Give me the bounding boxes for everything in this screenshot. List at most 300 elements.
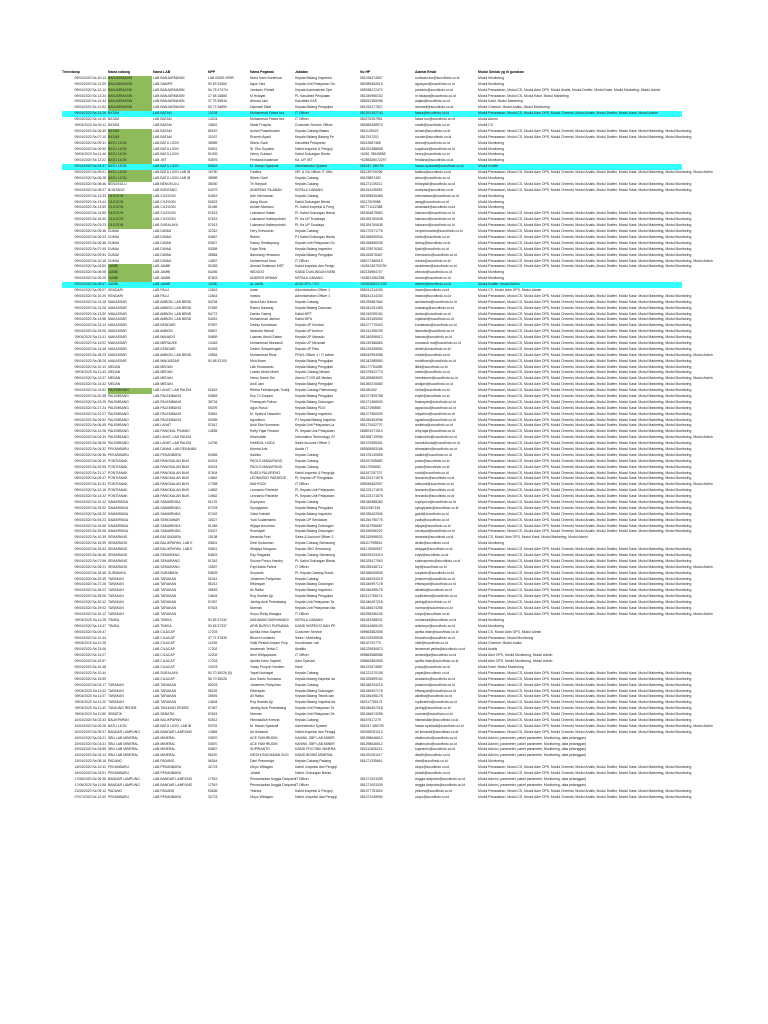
- hp-cell[interactable]: 081197055650: [360, 458, 383, 463]
- cabang-cell[interactable]: MAKASSAR: [108, 346, 127, 351]
- hp-cell[interactable]: 082112606213: [360, 747, 383, 752]
- cabang-cell[interactable]: SAMARINDA: [108, 517, 129, 522]
- timestamp-cell[interactable]: 09/04/2020 Sa 09:47: [74, 476, 106, 481]
- jabatan-cell[interactable]: Kepala Cabang Batam: [295, 128, 330, 133]
- npp-cell[interactable]: 54365: [208, 452, 218, 457]
- email-cell[interactable]: mrizal@sucofindo.co.id: [415, 352, 451, 357]
- email-cell[interactable]: rusmin@sucofindo.co.id: [415, 134, 452, 139]
- email-cell[interactable]: andieka@sucofindo.co.id: [415, 423, 453, 428]
- lab-cell[interactable]: LAB MEDAN: [153, 376, 173, 381]
- hp-cell[interactable]: 081298646612: [360, 735, 383, 740]
- jabatan-cell[interactable]: KABID PDO SBU MINERA: [295, 747, 336, 752]
- hp-cell[interactable]: 081269883553: [360, 376, 383, 381]
- cabang-cell[interactable]: PONTIANAK: [108, 482, 128, 487]
- nama-cell[interactable]: Ali Rafka: [250, 588, 264, 593]
- hp-cell[interactable]: 081378130696: [360, 452, 383, 457]
- lab-cell[interactable]: LAB CILACAP: [153, 629, 175, 634]
- timestamp-cell[interactable]: 09/04/2020 Sa 14:26: [74, 111, 106, 116]
- email-cell[interactable]: loebis@sucofindo.co.id: [415, 370, 450, 375]
- jabatan-cell[interactable]: Kasir: [295, 664, 303, 669]
- lab-cell[interactable]: LAB DUMAI, LAB PEKANBA: [153, 447, 197, 451]
- timestamp-cell[interactable]: 09/04/2020 Sa 20:38: [74, 393, 106, 398]
- email-cell[interactable]: hamdulhuda@sucofindo.co.id: [415, 441, 460, 446]
- hp-cell[interactable]: 081377860009: [360, 411, 383, 416]
- npp-cell[interactable]: 57613: [208, 223, 218, 228]
- jabatan-cell[interactable]: Kepala Bidang Inspektor: [295, 411, 332, 416]
- hp-cell[interactable]: 085244565100: [360, 623, 383, 628]
- lab-cell[interactable]: LAB LAHAT, LAB PALEM: [153, 388, 192, 393]
- hp-cell[interactable]: 081346497218: [360, 706, 383, 711]
- modul-cell[interactable]: Modul Penawaran, Modul CS, Modul Adm OPS, Modul Chemist, Modul Analis, Modul Drafter, Modul Kasir, Modul Marketing, Modul Monitoring: [478, 500, 692, 505]
- cabang-cell[interactable]: DUMAI: [108, 240, 119, 245]
- nama-cell[interactable]: Sadikin: [250, 452, 262, 457]
- cabang-cell[interactable]: BENGKULU: [108, 181, 127, 186]
- nama-cell[interactable]: ACE FAKHRUDIN: [250, 741, 278, 746]
- hp-cell[interactable]: 081223171878: [360, 476, 383, 481]
- timestamp-cell[interactable]: 09/04/2020 Sa 13:27: [74, 653, 106, 658]
- jabatan-cell[interactable]: Kepala Cabang: [295, 181, 319, 186]
- lab-cell[interactable]: LAB MEDAN: [153, 382, 173, 387]
- timestamp-cell[interactable]: 09/04/2020 Sa 11:07: [74, 694, 106, 699]
- email-cell[interactable]: anggia.dwiputra@sucofindo.co.id: [415, 782, 466, 787]
- lab-cell[interactable]: LAB TARAKAN: [153, 588, 177, 593]
- jabatan-cell[interactable]: KABID BISNIS MINERAL: [295, 753, 334, 758]
- modul-cell[interactable]: Modul Monitoring: [478, 140, 505, 145]
- lab-cell[interactable]: LAB BATU LICIN: [153, 152, 179, 157]
- nama-cell[interactable]: DIEDHI BUDIAMAN SUG: [250, 753, 289, 758]
- nama-cell[interactable]: Wijaya Anurman: [250, 523, 275, 528]
- npp-cell[interactable]: 54819: [208, 193, 218, 198]
- cabang-cell[interactable]: SBU LAB MINERAL: [108, 735, 139, 740]
- lab-cell[interactable]: LAB BATUNDARA: [153, 535, 182, 540]
- email-cell[interactable]: mjaelani@sucofindo.co.id: [415, 317, 454, 322]
- email-cell[interactable]: mimra@sucofindo.co.id: [415, 258, 451, 263]
- email-cell[interactable]: ariniwidya@sucofindo.co.id: [415, 653, 457, 658]
- jabatan-cell[interactable]: KANWIL SBP LAB MINER: [295, 741, 335, 746]
- nama-cell[interactable]: Sukma Ponco Handry: [250, 558, 283, 563]
- email-cell[interactable]: nurman@sucofindo.co.id: [415, 606, 453, 611]
- email-cell[interactable]: mursandi.md@sucofindo.co.id: [415, 340, 461, 345]
- hp-cell[interactable]: 082247 186709: [360, 723, 384, 728]
- npp-cell[interactable]: 17202: [208, 647, 218, 652]
- hp-cell[interactable]: 081173402770: [360, 423, 383, 428]
- modul-cell[interactable]: Modul Monitoring: [478, 158, 505, 163]
- email-cell[interactable]: vidki@sucofindo.co.id: [415, 641, 448, 646]
- modul-cell[interactable]: Modul Penawaran, Modul CS, Modul Adm OPS, Modul Chemist, Modul Analis, Modul Drafter, Modul Kasir, Modul Marketing, Modul Monitoring: [478, 340, 692, 345]
- modul-cell[interactable]: Modul Penawaran, Modul CS, Modul Adm OPS, Modul Chemist, Modul Analis, Modul Drafter, Modul Kasir, Modul Marketing, Modul Monitoring: [478, 211, 692, 216]
- timestamp-cell[interactable]: 09/04/2020 Sa 11:43: [74, 370, 106, 375]
- cabang-cell[interactable]: MAKASSAR: [108, 340, 127, 345]
- email-cell[interactable]: triharyadi@sucofindo.co.id: [415, 181, 456, 186]
- modul-cell[interactable]: Modul Penawaran, Modul CS, Modul Adm OPS, Modul Chemist, Modul Analis, Modul Drafter, Modul Kasir, Modul Marketing, Modul Monitoring: [478, 229, 692, 234]
- jabatan-cell[interactable]: Kepala Bidang Pengujian: [295, 358, 334, 363]
- hp-cell[interactable]: 081139760296: [360, 170, 383, 175]
- lab-cell[interactable]: LAB TARAKAN: [153, 600, 177, 605]
- nama-cell[interactable]: Ali Rafka: [250, 694, 264, 699]
- jabatan-cell[interactable]: Kepala Bidang PDO: [295, 405, 326, 410]
- npp-cell[interactable]: 57613: [208, 211, 218, 216]
- cabang-cell[interactable]: BANJARMASIN: [108, 76, 152, 82]
- npp-cell[interactable]: 89187: [208, 128, 218, 133]
- hp-cell[interactable]: 08129857482: [360, 176, 381, 181]
- modul-cell[interactable]: Modul Penawaran, Modul CS, Modul Adm OPS, Modul Chemist, Modul Analis, Modul Drafter, Modul Kasir, Modul Marketing, Modul Monitoring: [478, 240, 692, 245]
- modul-cell[interactable]: Modul Penawaran, Modul CS, Modul Adm OPS, Modul Chemist, Modul Analis, Modul Drafter, Modul Kasir, Modul Marketing, Modul Monitoring, Modul Admin: [478, 258, 713, 263]
- email-cell[interactable]: fatwa.nur@sucofindo.co.id: [415, 117, 456, 122]
- hp-cell[interactable]: 085225324413: [360, 553, 383, 558]
- cabang-cell[interactable]: DUMAI: [108, 252, 119, 257]
- email-cell[interactable]: ahjaki@sucofindo.co.id: [415, 99, 450, 104]
- timestamp-cell[interactable]: 09/04/2020 Sa 15:39: [74, 541, 106, 546]
- hp-cell[interactable]: 081348294215: [360, 576, 383, 581]
- modul-cell[interactable]: Modul Penawaran, Modul CS, Modul Adm OPS, Modul Analis, Modul Drafter, Modul Kasir, Modul Marketing, Modul Admin: [478, 87, 661, 92]
- timestamp-cell[interactable]: 10/04/2020 Sa 04:14: [74, 753, 106, 758]
- nama-cell[interactable]: Bhumi Kurdianto: [250, 635, 276, 640]
- modul-cell[interactable]: Modul Penawaran, Modul CS, Modul Adm OPS, Modul Chemist, Modul Analis, Modul Drafter, Modul Kasir, Modul Marketing, Modul Monitoring: [478, 346, 692, 351]
- modul-cell[interactable]: Modul Penawaran, Modul CS, Modul Adm OPS, Modul Chemist, Modul Analis, Modul Drafter, Modul Kasir, Modul Marketing, Modul Monitoring: [478, 794, 692, 799]
- modul-cell[interactable]: Modul Penawaran, Modul CS, Modul Adm OPS, Modul Chemist, Modul Analis, Modul Drafter, Modul Kasir, Modul Marketing, Modul Monitoring: [478, 441, 692, 446]
- timestamp-cell[interactable]: 09/04/2020 Sa 14:32: [74, 382, 106, 387]
- npp-cell[interactable]: 52616: [208, 388, 218, 393]
- lab-cell[interactable]: LAB SEMARANG: [153, 553, 180, 558]
- modul-cell[interactable]: Modul Penawaran, Modul CS, Modul Adm OPS, Modul Chemist, Modul Analis, Modul Drafter, Modul Kasir, Modul Marketing, Modul Monitoring: [478, 706, 692, 711]
- hp-cell[interactable]: +6285335072297: [360, 158, 387, 163]
- modul-cell[interactable]: Modul Penawaran, Modul CS, Modul Adm OPS, Modul Chemist, Modul Analis, Modul Drafter, Modul Kasir, Modul Marketing, Modul Monitoring: [478, 399, 692, 404]
- email-cell[interactable]: gatot@sucofindo.co.id: [415, 511, 449, 516]
- cabang-cell[interactable]: BANDAR LAMPUNG: [108, 729, 140, 734]
- modul-cell[interactable]: Modul Penawaran, Modul CS, Modul Adm OPS, Modul Chemist, Modul Analis, Modul Drafter, Modul Kasir, Modul Marketing, Modul Monitoring: [478, 676, 692, 681]
- cabang-cell[interactable]: PALEMBANG: [108, 417, 129, 422]
- npp-cell[interactable]: 38989: [208, 176, 218, 181]
- lab-cell[interactable]: LAB PANGKALAN BUN: [153, 458, 189, 463]
- cabang-cell[interactable]: PADANG: [108, 788, 123, 793]
- npp-cell[interactable]: 36030: [208, 181, 218, 186]
- hp-cell[interactable]: 081271003339: [360, 776, 383, 781]
- modul-cell[interactable]: Modul Penawaran, Modul CS, Modul Adm OPS, Modul Chemist, Modul Analis, Modul Drafter, Modul Kasir, Modul Marketing, Modul Monitoring: [478, 388, 692, 393]
- lab-cell[interactable]: LAB MINERAL: [153, 747, 176, 752]
- nama-cell[interactable]: Tri Haryadi: [250, 181, 267, 186]
- nama-cell[interactable]: Aang Mood: [250, 199, 268, 204]
- modul-cell[interactable]: Modul Penawaran, Modul CS, Modul Adm OPS, Modul Chemist, Modul Analis, Modul Drafter, Modul Kasir, Modul Marketing, Modul Monitoring: [478, 447, 692, 451]
- nama-cell[interactable]: Leonardo Pardede: [250, 494, 279, 499]
- cabang-cell[interactable]: PEKANBARU: [108, 765, 129, 770]
- timestamp-cell[interactable]: 09/04/2020 Sa 06:08: [74, 270, 106, 275]
- nama-cell[interactable]: Leonardo Pardede: [250, 488, 279, 493]
- timestamp-cell[interactable]: 09/04/2020 Sa 29:02: [74, 606, 106, 611]
- lab-cell[interactable]: LAB SURABAYA: [153, 570, 179, 575]
- jabatan-cell[interactable]: Kepala Cabang: [295, 670, 319, 675]
- cabang-cell[interactable]: DUMAI: [108, 258, 119, 263]
- lab-cell[interactable]: LAB BALIKPAPAN, LAB E: [153, 541, 193, 546]
- cabang-cell[interactable]: SEMARANG: [108, 564, 128, 569]
- email-cell[interactable]: rietha@sucofindo.co.id: [415, 388, 450, 393]
- cabang-cell[interactable]: CILEGON: [108, 223, 152, 229]
- lab-cell[interactable]: LAB SEBATIK: [153, 712, 175, 717]
- timestamp-cell[interactable]: 09/04/2020 Sa 29:32: [74, 505, 106, 510]
- email-cell[interactable]: suryanto@sucofindo.co.id: [415, 570, 455, 575]
- jabatan-cell[interactable]: Administrator System: [295, 723, 328, 728]
- modul-cell[interactable]: Modul CS, Modul Adm OPS, Modul Admin: [478, 629, 542, 634]
- modul-cell[interactable]: Modul Drafter: [478, 164, 499, 169]
- cabang-cell[interactable]: PEKANBARU: [108, 452, 129, 457]
- jabatan-cell[interactable]: IT Officer: [295, 564, 309, 569]
- npp-cell[interactable]: 57613: [208, 217, 218, 222]
- jabatan-cell[interactable]: Kepala UP Sendawar: [295, 517, 328, 522]
- timestamp-cell[interactable]: 09/04/2020 Sa 11:42: [74, 688, 106, 693]
- jabatan-cell[interactable]: Kepala UP Palu: [295, 346, 319, 351]
- hp-cell[interactable]: 081377751604: [360, 788, 383, 793]
- lab-cell[interactable]: LAB BANDAR LAMPUNG: [153, 776, 193, 781]
- jabatan-cell[interactable]: Kepala Administrasi Ope: [295, 87, 333, 92]
- nama-cell[interactable]: Syurgiyanto: [250, 505, 268, 510]
- npp-cell[interactable]: 54772: [208, 311, 218, 316]
- timestamp-cell[interactable]: 09/04/2020 Sa 05:20: [74, 511, 106, 516]
- timestamp-cell[interactable]: 09/04/2020 Sa 06:45: [74, 423, 106, 428]
- npp-cell[interactable]: 53355: [208, 246, 218, 251]
- cabang-cell[interactable]: MAKASSAR: [108, 323, 127, 328]
- email-cell[interactable]: iskandar@sucofindo.co.id: [415, 329, 454, 334]
- cabang-cell[interactable]: PALEMBANG: [108, 405, 129, 410]
- timestamp-cell[interactable]: 09/04/2020 Sa 27:26: [74, 582, 106, 587]
- email-cell[interactable]: nurman@sucofindo.co.id: [415, 712, 453, 717]
- npp-cell[interactable]: 15280: [208, 282, 218, 287]
- modul-cell[interactable]: Modul Adm OPS, Modul Monitoring, Modul Admin: [478, 653, 553, 658]
- npp-cell[interactable]: 17203: [208, 659, 218, 664]
- jabatan-cell[interactable]: Customer Service Officer: [295, 123, 333, 128]
- timestamp-cell[interactable]: 09/04/2020 Sa 12:16: [74, 488, 106, 493]
- cabang-cell[interactable]: CILEGON: [108, 211, 152, 217]
- lab-cell[interactable]: LAB AMBON, LAB BEND: [153, 299, 192, 304]
- nama-cell[interactable]: Muhammad Rizal: [250, 352, 277, 357]
- timestamp-cell[interactable]: 13/04/2020 Sa 08:16: [74, 759, 106, 764]
- npp-cell[interactable]: 52483: [208, 264, 218, 269]
- hp-cell[interactable]: 081222674887: [360, 664, 383, 669]
- lab-cell[interactable]: LAB DUMAI: [153, 240, 172, 245]
- hp-cell[interactable]: 087771122388: [360, 205, 383, 210]
- nama-cell[interactable]: Khairuddin: [250, 435, 267, 440]
- email-cell[interactable]: lukman@sucofindo.co.id: [415, 335, 452, 340]
- nama-cell[interactable]: Yayat Nurhayat: [250, 670, 274, 675]
- npp-cell[interactable]: 54667: [208, 234, 218, 239]
- nama-cell[interactable]: Ano Santo Sumiawa: [250, 676, 281, 681]
- jabatan-cell[interactable]: Kepala OBG Semarang: [295, 547, 331, 552]
- nama-cell[interactable]: Nurul Izam Nurlenisa: [250, 75, 282, 80]
- modul-cell[interactable]: Modul Penawaran, Modul CS, Modul Adm OPS, Modul Chemist, Modul Analis, Modul Drafter, Modul Kasir, Modul Marketing, Modul Monitoring: [478, 458, 692, 463]
- timestamp-cell[interactable]: 09/04/2020 Sa 13:33: [74, 193, 106, 198]
- lab-cell[interactable]: LAB MERAUKE: [153, 340, 178, 345]
- lab-cell[interactable]: LAB PEKANBARU: [153, 794, 182, 799]
- hp-cell[interactable]: 081346588282: [360, 500, 383, 505]
- npp-cell[interactable]: 54224: [208, 458, 218, 463]
- modul-cell[interactable]: Modul Penawaran, Modul CS, Modul Adm OPS, Modul Chemist, Modul Analis, Modul Drafter, Modul Kasir, Modul Marketing, Modul Monitoring, Modul Admin: [478, 376, 713, 381]
- lab-cell[interactable]: LAB TIMIKA: [153, 617, 172, 622]
- modul-cell[interactable]: Modul Penawaran, Modul CS, Modul Adm OPS, Modul Chemist, Modul Analis, Modul Drafter, Modul Kasir, Modul Marketing, Modul Monitoring: [478, 370, 692, 375]
- email-cell[interactable]: leonardo@sucofindo.co.id: [415, 494, 455, 499]
- cabang-cell[interactable]: TANJUNG REDEB: [108, 706, 137, 711]
- email-cell[interactable]: refly.fajar@sucofindo.co.id: [415, 429, 455, 434]
- npp-cell[interactable]: 51176: [208, 500, 218, 505]
- jabatan-cell[interactable]: Administration Officer 1: [295, 293, 331, 298]
- email-cell[interactable]: alirafka@sucofindo.co.id: [415, 588, 452, 593]
- npp-cell[interactable]: 57378: [208, 505, 218, 510]
- email-cell[interactable]: johannes@sucofindo.co.id: [415, 576, 455, 581]
- modul-cell[interactable]: Modul Admin | parameter, paket parameter, Monitoring, data pelanggan): [478, 753, 587, 758]
- jabatan-cell[interactable]: Kepala Cabang Semarang: [295, 541, 335, 546]
- modul-cell[interactable]: Modul Penawaran, Modul CS, Modul Adm OPS, Modul Chemist, Modul Analis, Modul Drafter, Modul Kasir, Modul Marketing, Modul Monitoring, Modul Admin: [478, 435, 713, 440]
- modul-cell[interactable]: Modul Penawaran, Modul CS, Modul Adm OPS, Modul Chemist, Modul Analis, Modul Drafter, Modul Kasir, Modul Marketing, Modul Monitoring: [478, 729, 692, 734]
- hp-cell[interactable]: 081221370108: [360, 670, 383, 675]
- cabang-cell[interactable]: KENDARI: [108, 293, 124, 298]
- timestamp-cell[interactable]: 09/04/2020 Sa 13:18: [74, 299, 106, 304]
- nama-cell[interactable]: Ahmad Jaki: [250, 99, 268, 104]
- cabang-cell[interactable]: MAKASSAR: [108, 358, 127, 363]
- hp-cell[interactable]: 081117995544: [360, 541, 383, 546]
- jabatan-cell[interactable]: PL Ka UP Surabaya: [295, 217, 326, 222]
- nama-cell[interactable]: Dedi Sudarman: [250, 541, 274, 546]
- timestamp-cell[interactable]: 10/04/2020 Sa 03:31: [74, 741, 106, 746]
- email-cell[interactable]: agusyani@sucofindo.co.id: [415, 81, 455, 86]
- nama-cell[interactable]: PAOLO MANURUNG: [250, 458, 283, 463]
- email-cell[interactable]: msyahrul@sucofindo.co.id: [415, 411, 455, 416]
- modul-cell[interactable]: Modul Analis: [478, 647, 498, 652]
- nama-cell[interactable]: Azhari Pasaribuatm: [250, 128, 280, 133]
- nama-cell[interactable]: Bambang Herwanto: [250, 252, 280, 257]
- npp-cell[interactable]: 15138: [208, 535, 218, 540]
- hp-cell[interactable]: 081197257707: [360, 470, 383, 475]
- jabatan-cell[interactable]: Kepala Unit Pelayanan Du: [295, 240, 335, 245]
- email-cell[interactable]: fjrizki@sucofindo.co.id: [415, 246, 449, 251]
- nama-cell[interactable]: Ari Ikhsandi: [250, 729, 268, 734]
- timestamp-cell[interactable]: 09/04/2020 Sa 06:36: [74, 452, 106, 457]
- npp-cell[interactable]: 57604: [208, 470, 218, 475]
- nama-cell[interactable]: Jarring Andi Pedriabang: [250, 706, 287, 711]
- modul-cell[interactable]: Modul Penawaran, Modul CS, Modul Adm OPS, Modul Chemist, Modul Analis, Modul Drafter, Modul Kasir, Modul Marketing, Modul Monitoring: [478, 712, 692, 717]
- nama-cell[interactable]: Dani Pramantyo: [250, 759, 275, 764]
- email-cell[interactable]: fatwa@sucofindo.co.id: [415, 111, 450, 116]
- nama-cell[interactable]: Fajri Ilakta Pahmi: [250, 564, 277, 569]
- hp-cell[interactable]: 081263578467: [360, 252, 383, 257]
- npp-cell[interactable]: 53601: [208, 547, 218, 552]
- nama-cell[interactable]: Rusmiyati: [250, 529, 265, 534]
- timestamp-cell[interactable]: 10/04/2020 Sa 06:26: [74, 723, 106, 728]
- nama-cell[interactable]: Juhadi: [250, 770, 260, 775]
- email-cell[interactable]: rianto@sucofindo.co.id: [415, 234, 450, 239]
- nama-cell[interactable]: Agus Rosul: [250, 405, 268, 410]
- email-cell[interactable]: johannes@sucofindo.co.id: [415, 682, 455, 687]
- lab-cell[interactable]: LAB BATAM: [153, 134, 172, 139]
- nama-cell[interactable]: Agustinus: [250, 417, 265, 422]
- cabang-cell[interactable]: TARAKAN: [108, 700, 124, 705]
- cabang-cell[interactable]: BANJARMASIN: [108, 94, 152, 100]
- timestamp-cell[interactable]: 09/04/2020 Sa 23:25: [74, 399, 106, 404]
- hp-cell[interactable]: 085241314150: [360, 287, 383, 292]
- jabatan-cell[interactable]: Customer Service: [295, 629, 322, 634]
- jabatan-cell[interactable]: Kepala Unit Pelayanan Ta: [295, 706, 334, 711]
- hp-cell[interactable]: 08132702770: [360, 641, 381, 646]
- lab-cell[interactable]: LAB PANGKALAN BUN: [153, 476, 189, 481]
- nama-cell[interactable]: Penandanian Anggia Dwiputra: [250, 776, 296, 781]
- jabatan-cell[interactable]: Kabid Inspeksi dan Pengu: [295, 264, 335, 269]
- nama-cell[interactable]: Apriliia Intan Sayekti: [250, 629, 281, 634]
- hp-cell[interactable]: 081343288031: [360, 617, 383, 622]
- npp-cell[interactable]: 03870: [208, 741, 218, 746]
- email-cell[interactable]: darmadi@sucofindo.co.id: [415, 105, 454, 110]
- nama-cell[interactable]: AL AMIN: [250, 282, 264, 287]
- nama-cell[interactable]: LEONARDO PARDEDE: [250, 476, 287, 481]
- email-cell[interactable]: bherwanto@sucofindo.co.id: [415, 252, 457, 257]
- jabatan-cell[interactable]: Kabid Inspeksi & Pengujia: [295, 470, 335, 475]
- cabang-cell[interactable]: BATU LICIN: [108, 147, 152, 153]
- jabatan-cell[interactable]: Kepala UP Merauke: [295, 340, 326, 345]
- modul-cell[interactable]: Modul Penawaran, Modul CS, Modul Adm OPS, Modul Chemist, Modul Analis, Modul Drafter, Modul Kasir, Modul Marketing, Modul Monitoring: [478, 217, 692, 222]
- hp-cell[interactable]: 081254798775: [360, 517, 383, 522]
- lab-cell[interactable]: LAB TARAKAN: [153, 582, 177, 587]
- npp-cell[interactable]: 53627: [208, 240, 218, 245]
- jabatan-cell[interactable]: KEPALA CABANG: [295, 276, 324, 281]
- email-cell[interactable]: hikmatullah@sucofindo.co.id: [415, 717, 459, 722]
- npp-cell[interactable]: 55212: [208, 582, 218, 587]
- lab-cell[interactable]: LAB BENGKULU: [153, 181, 180, 186]
- hp-cell[interactable]: 081242095154: [360, 311, 383, 316]
- nama-cell[interactable]: ANDRES ARMAN: [250, 276, 278, 281]
- timestamp-cell[interactable]: 09/04/2020 Sa 08:27: [74, 187, 106, 192]
- jabatan-cell[interactable]: Kepala Bidang Inspektor: [295, 511, 332, 516]
- email-cell[interactable]: jarring@sucofindo.co.id: [415, 706, 451, 711]
- npp-cell[interactable]: 53609: [208, 570, 218, 575]
- timestamp-cell[interactable]: 09/04/2020 Sa 13:47: [74, 623, 106, 628]
- modul-cell[interactable]: Modul Penawaran, Modul Monitoring: [478, 635, 534, 640]
- modul-cell[interactable]: Modul Penawaran, Modul CS, Modul Adm OPS, Modul Chemist, Modul Analis, Modul Drafter, Modul Kasir, Modul Marketing, Modul Monitoring: [478, 429, 692, 434]
- hp-cell[interactable]: 085277486519: [360, 258, 383, 263]
- lab-cell[interactable]: LAB CILACAP: [153, 664, 175, 669]
- nama-cell[interactable]: Suryanto: [250, 570, 264, 575]
- modul-cell[interactable]: Modul Penawaran, Modul CS, Modul Adm OPS, Modul Chemist, Modul Analis, Modul Drafter, Modul Kasir, Modul Marketing, Modul Monitoring: [478, 576, 692, 581]
- jabatan-cell[interactable]: Kepala Bidang Dukunan: [295, 305, 332, 310]
- npp-cell[interactable]: 54784: [208, 299, 218, 304]
- timestamp-cell[interactable]: 09/04/2020 Sa 11:41: [74, 335, 106, 340]
- lab-cell[interactable]: LAB BATU LICIN LAB IB: [153, 176, 191, 181]
- email-cell[interactable]: effansyah@sucofindo.co.id: [415, 582, 456, 587]
- jabatan-cell[interactable]: KABID INSPEKSI DAN PE: [295, 623, 336, 628]
- nama-cell[interactable]: Fadlina: [250, 170, 262, 175]
- jabatan-cell[interactable]: Administration Officer 1: [295, 287, 331, 292]
- npp-cell[interactable]: 53636: [208, 788, 218, 793]
- lab-cell[interactable]: LAB BONTANG: [153, 187, 177, 192]
- npp-cell[interactable]: 54603: [208, 553, 218, 558]
- lab-cell[interactable]: LAB TARAKAN: [153, 700, 177, 705]
- email-cell[interactable]: aprilia.intan@sucofindo.co.id: [415, 659, 459, 664]
- hp-cell[interactable]: 081241396199: [360, 329, 383, 334]
- npp-cell[interactable]: 03870: [208, 735, 218, 740]
- modul-cell[interactable]: Modul Adm OPS, Modul Monitoring, Modul Admin: [478, 659, 553, 664]
- timestamp-cell[interactable]: 09/04/2020 Sa 32:12: [74, 611, 106, 616]
- hp-cell[interactable]: 08111987146: [360, 505, 381, 510]
- hp-cell[interactable]: 081346498178: [360, 588, 383, 593]
- npp-cell[interactable]: 56220: [208, 753, 218, 758]
- modul-cell[interactable]: Modul Monitoring: [478, 81, 505, 86]
- email-cell[interactable]: arman@sucofindo.co.id: [415, 276, 451, 281]
- cabang-cell[interactable]: SBU LAB MINERAL: [108, 753, 139, 758]
- timestamp-cell[interactable]: 09/04/2020 Sa 54:23: [74, 517, 106, 522]
- nama-cell[interactable]: Ismarmah Yerita C.: [250, 647, 279, 652]
- hp-cell[interactable]: 081223171878: [360, 488, 383, 493]
- timestamp-cell[interactable]: 09/04/2020 Sa 12:14: [74, 87, 106, 92]
- cabang-cell[interactable]: SEMARANG: [108, 553, 128, 558]
- jabatan-cell[interactable]: IT Officer: [295, 117, 309, 122]
- hp-cell[interactable]: 081253477827: [360, 105, 383, 110]
- npp-cell[interactable]: 57457: [208, 706, 218, 711]
- hp-cell[interactable]: 085242994088: [360, 352, 383, 357]
- timestamp-cell[interactable]: 09/04/2020 Sa 03:47: [74, 164, 106, 169]
